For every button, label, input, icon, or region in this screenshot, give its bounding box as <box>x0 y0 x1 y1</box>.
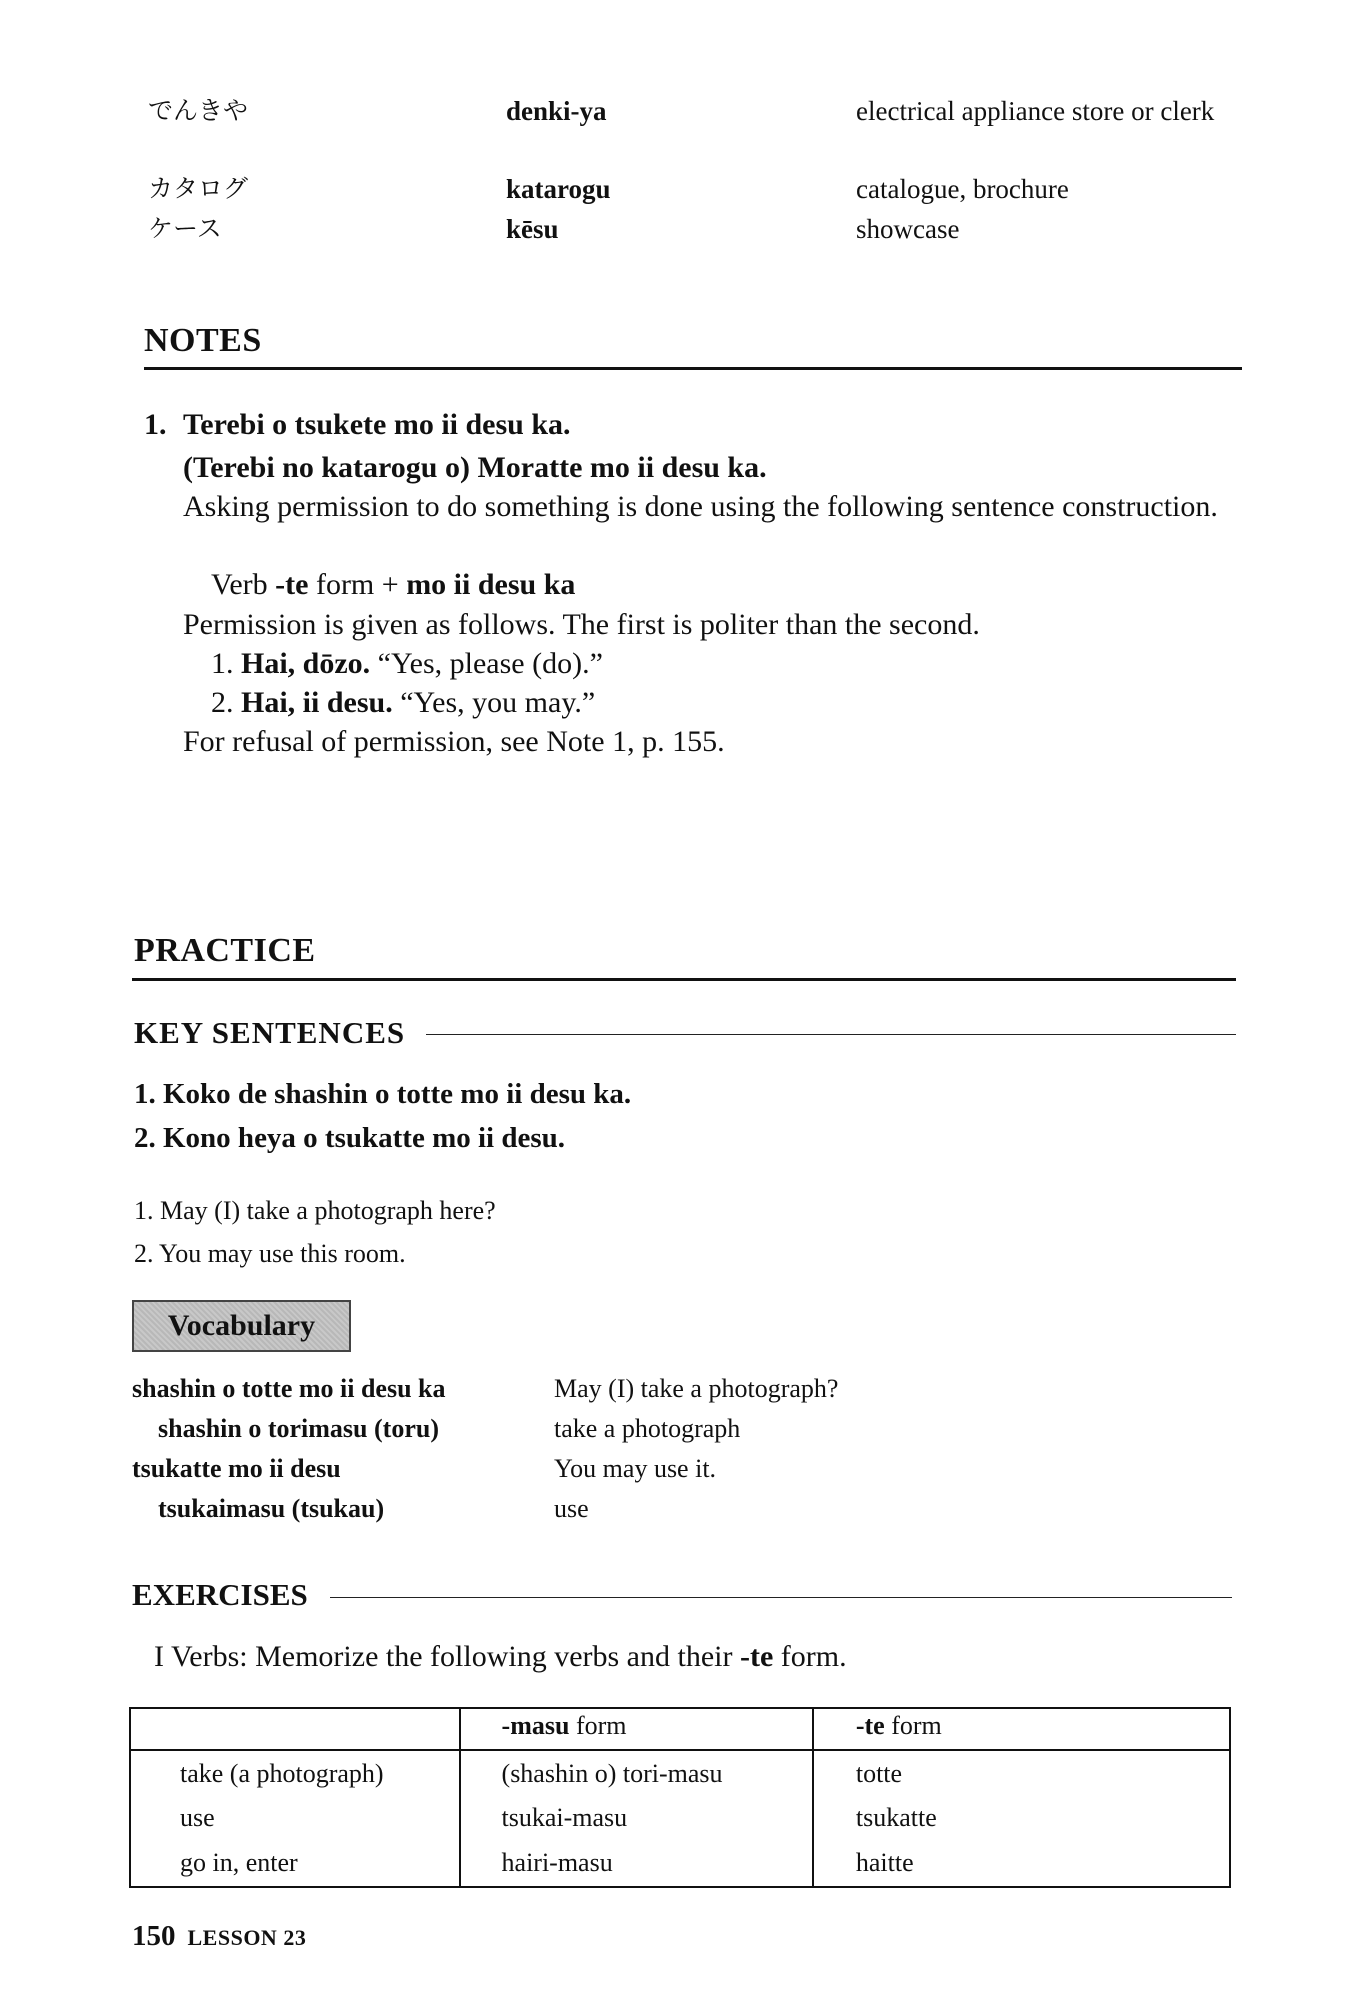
table-header-row <box>130 1708 1230 1750</box>
vocab-term: tsukatte mo ii desu <box>132 1454 341 1483</box>
table-row <box>130 1750 1230 1797</box>
cell-english: go in, enter <box>130 1842 460 1887</box>
vocab-kana: ケース <box>148 214 222 243</box>
practice-heading: PRACTICE <box>134 932 316 969</box>
notes-rule <box>144 367 1242 370</box>
note-formula <box>211 565 575 604</box>
note-paragraph-1: Asking permission to do something is done using the following sentence construction. <box>183 490 1218 523</box>
permission-jp: Hai, dōzo. <box>241 647 371 680</box>
note-paragraph-2: Permission is given as follows. The first is politer than the second. <box>183 608 980 641</box>
page-footer <box>132 1920 306 1953</box>
formula-verb: Verb <box>211 568 268 601</box>
vocab-term: shashin o totte mo ii desu ka <box>132 1374 446 1403</box>
table-row <box>130 1842 1230 1887</box>
permission-num: 1. <box>211 647 234 680</box>
vocab-romaji: kēsu <box>506 214 559 244</box>
permission-item <box>211 644 603 683</box>
key-sentences-rule <box>426 1034 1236 1035</box>
cell-te: tsukatte <box>813 1797 1230 1841</box>
vocab-kana: でんきや <box>148 96 249 125</box>
table-header-empty <box>130 1708 460 1750</box>
vocab-kana: カタログ <box>148 174 249 203</box>
cell-masu: hairi-masu <box>460 1842 813 1887</box>
cell-english: use <box>130 1797 460 1841</box>
page-number: 150 <box>132 1920 176 1952</box>
verb-table <box>129 1707 1231 1888</box>
cell-te: totte <box>813 1750 1230 1797</box>
vocab-term: tsukaimasu (tsukau) <box>158 1494 385 1523</box>
vocab-meaning: take a photograph <box>554 1414 741 1443</box>
formula-form: form + <box>315 568 399 601</box>
key-sentence-jp: 2. Kono heya o tsukatte mo ii desu. <box>134 1122 566 1154</box>
vocab-meaning: You may use it. <box>554 1454 717 1483</box>
key-sentence-en: 1. May (I) take a photograph here? <box>134 1196 496 1225</box>
key-sentences-heading: KEY SENTENCES <box>134 1015 406 1050</box>
vocab-english: electrical appliance store or clerk <box>856 96 1215 126</box>
permission-num: 2. <box>211 686 234 719</box>
permission-en: “Yes, please (do).” <box>377 647 603 680</box>
note-line-1: Terebi o tsukete mo ii desu ka. <box>183 408 571 441</box>
formula-mo: mo ii desu ka <box>406 568 576 601</box>
vocab-romaji: katarogu <box>506 174 611 204</box>
note-number: 1. <box>144 408 167 441</box>
cell-masu: tsukai-masu <box>460 1797 813 1841</box>
cell-te: haitte <box>813 1842 1230 1887</box>
header-te-form: form <box>891 1711 942 1740</box>
key-sentence-jp: 1. Koko de shashin o totte mo ii desu ka. <box>134 1078 632 1110</box>
permission-en: “Yes, you may.” <box>400 686 596 719</box>
practice-rule <box>132 978 1236 981</box>
note-line-2: (Terebi no katarogu o) Moratte mo ii desu ka. <box>183 451 767 484</box>
vocab-meaning: use <box>554 1494 589 1523</box>
vocab-term: shashin o torimasu (toru) <box>158 1414 439 1443</box>
exercise-instruction <box>154 1640 847 1674</box>
header-te-bold: -te <box>855 1711 885 1740</box>
table-row <box>130 1797 1230 1841</box>
formula-te: -te <box>275 568 309 601</box>
table-header-te <box>813 1708 1230 1750</box>
header-masu-form: form <box>575 1711 627 1740</box>
permission-jp: Hai, ii desu. <box>241 686 393 719</box>
lesson-label: LESSON 23 <box>187 1925 307 1950</box>
exercises-heading: EXERCISES <box>132 1577 308 1612</box>
vocab-english: showcase <box>856 214 960 244</box>
refusal-note: For refusal of permission, see Note 1, p. 155. <box>183 725 725 758</box>
notes-heading: NOTES <box>144 322 262 359</box>
table-header-masu <box>460 1708 813 1750</box>
header-masu-bold: -masu <box>501 1711 570 1740</box>
vocab-english: catalogue, brochure <box>856 174 1069 204</box>
permission-item <box>211 683 595 722</box>
exercises-rule <box>330 1597 1232 1598</box>
instr-pre: I Verbs: Memorize the following verbs and their <box>154 1640 733 1673</box>
instr-te: -te <box>739 1640 774 1673</box>
cell-english: take (a photograph) <box>130 1750 460 1797</box>
key-sentence-en: 2. You may use this room. <box>134 1239 406 1268</box>
cell-masu: (shashin o) tori-masu <box>460 1750 813 1797</box>
vocabulary-label: Vocabulary <box>132 1300 351 1352</box>
instr-post: form. <box>780 1640 847 1673</box>
vocab-meaning: May (I) take a photograph? <box>554 1374 839 1403</box>
vocab-romaji: denki-ya <box>506 96 607 126</box>
